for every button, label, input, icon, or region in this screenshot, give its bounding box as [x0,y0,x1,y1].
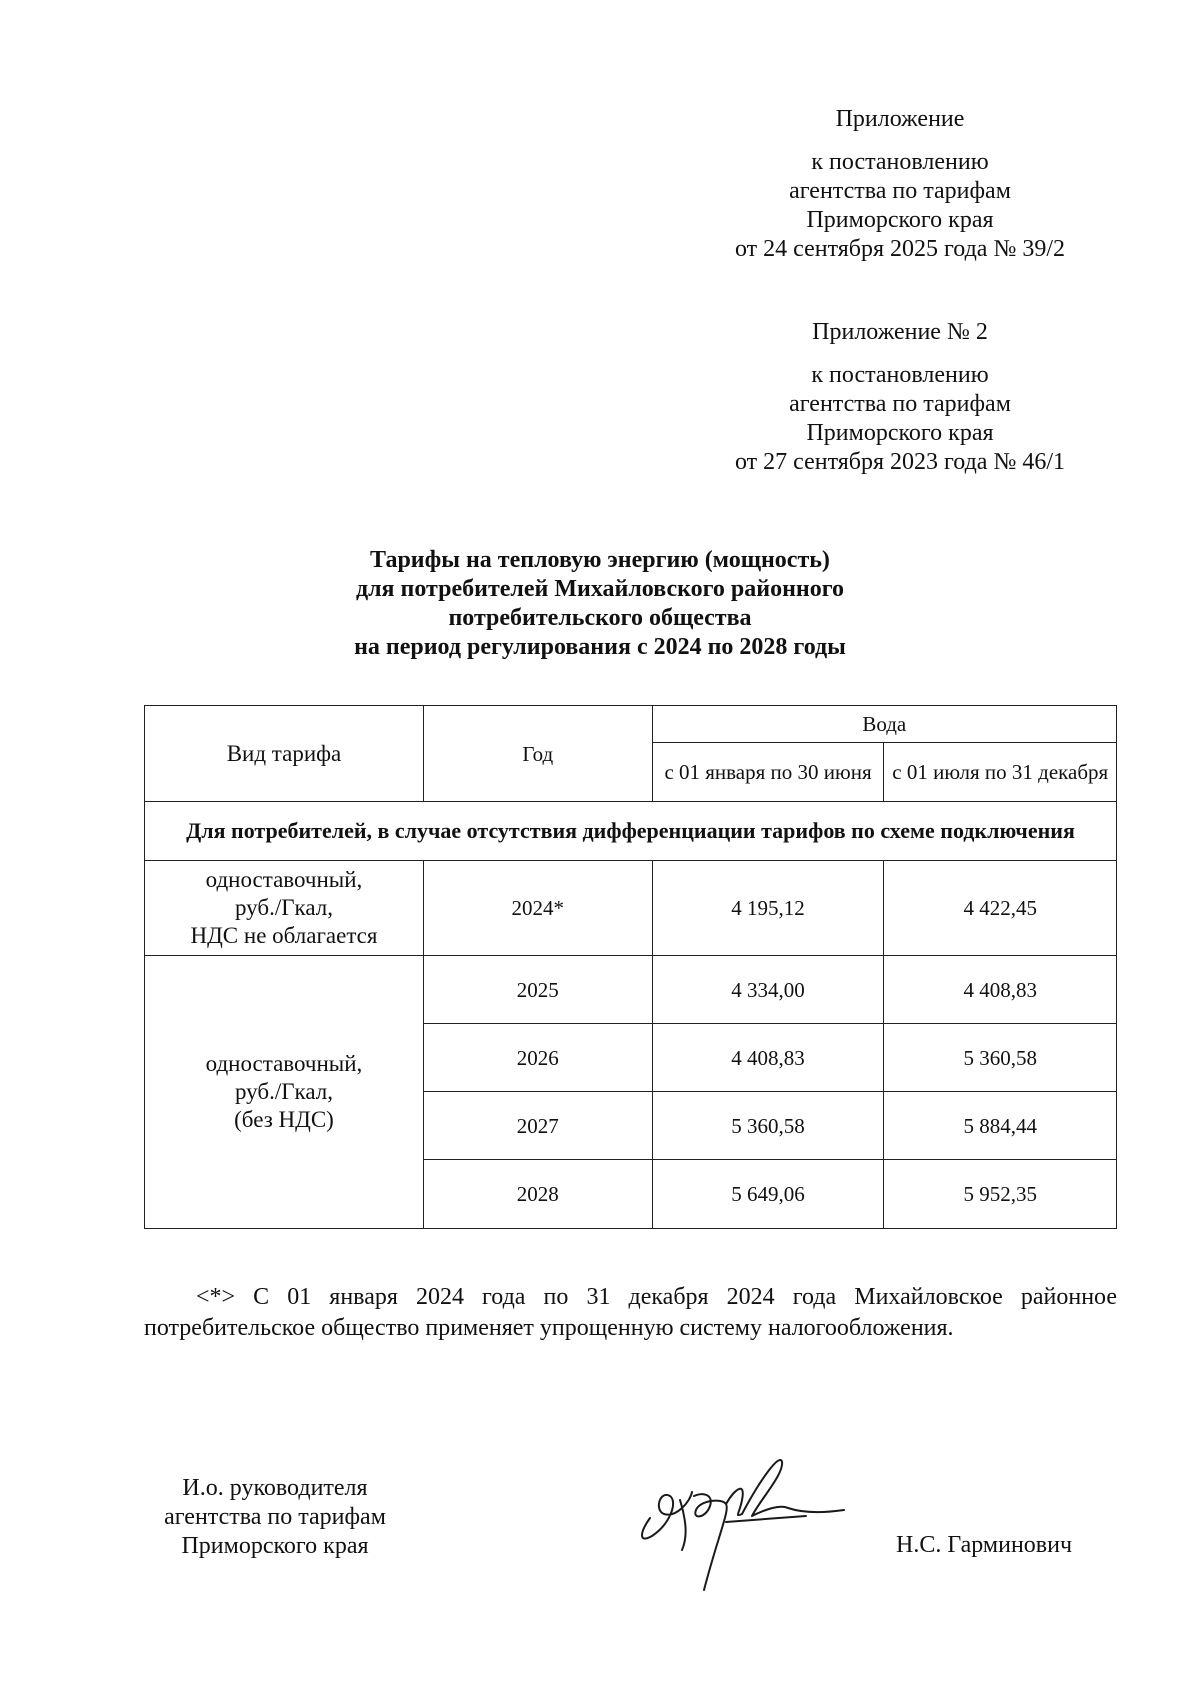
appendix-2-block [690,318,1110,477]
signatory-position [120,1474,430,1561]
appendix-2-date: от 27 сентября 2023 года № 46/1 [734,449,1066,475]
tariff-kind-cell [145,861,424,956]
year-cell: 2026 [423,1024,652,1092]
table-row [145,956,1117,1024]
appendix-1-line: к постановлению [811,149,989,175]
year-cell: 2028 [423,1160,652,1229]
tariff-kind-cell [145,956,424,1229]
tariff-kind-line: руб./Гкал, [234,895,333,920]
appendix-2-line: к постановлению [811,362,989,388]
tariff-kind-line: одноставочный, [205,867,363,892]
year-cell: 2024* [423,861,652,956]
tariff-h1-cell: 4 195,12 [652,861,884,956]
appendix-1-line: Приморского края [806,207,994,233]
signatory-position-line: Приморского края [181,1533,369,1559]
title-line: потребительского общества [448,605,752,631]
tariff-h1-cell: 4 408,83 [652,1024,884,1092]
tariff-h2-cell: 5 360,58 [884,1024,1117,1092]
header-year: Год [423,706,652,802]
year-cell: 2025 [423,956,652,1024]
tariff-kind-line: одноставочный, [205,1051,363,1076]
title-line: Тарифы на тепловую энергию (мощность) [370,547,830,573]
signatory-position-line: И.о. руководителя [182,1475,368,1501]
table-row [145,861,1117,956]
signatory-name: Н.С. Гарминович [896,1532,1073,1558]
header-kind: Вид тарифа [145,706,424,802]
appendix-2-line: Приморского края [806,420,994,446]
year-cell: 2027 [423,1092,652,1160]
appendix-2-heading: Приложение № 2 [812,319,988,345]
appendix-2-line: агентства по тарифам [789,391,1011,417]
tariff-kind-line: НДС не облагается [190,923,378,948]
header-group-water: Вода [652,706,1116,743]
tariff-h2-cell: 4 422,45 [884,861,1117,956]
document-title [0,546,1200,662]
signatory-position-line: агентства по тарифам [164,1504,386,1530]
tariff-kind-line: (без НДС) [234,1107,334,1132]
appendix-1-block [690,105,1110,264]
footnote: <*> С 01 января 2024 года по 31 декабря 2024 года Михайловское районное потребительское общество применяет упрощенную систему налогообложения. [144,1284,1117,1341]
header-period-2: с 01 июля по 31 декабря [884,743,1117,802]
title-line: для потребителей Михайловского районного [355,576,845,602]
tariff-table [144,705,1117,1229]
header-period-1: с 01 января по 30 июня [652,743,884,802]
appendix-1-date: от 24 сентября 2025 года № 39/2 [734,236,1066,262]
tariff-h2-cell: 5 884,44 [884,1092,1117,1160]
section-row [145,802,1117,861]
tariff-h2-cell: 5 952,35 [884,1160,1117,1229]
signature-icon [630,1440,860,1600]
tariff-h2-cell: 4 408,83 [884,956,1117,1024]
section-label: Для потребителей, в случае отсутствия дифференциации тарифов по схеме подключения [145,802,1117,861]
table-header-row [145,706,1117,743]
appendix-1-line: агентства по тарифам [789,178,1011,204]
tariff-h1-cell: 4 334,00 [652,956,884,1024]
tariff-h1-cell: 5 360,58 [652,1092,884,1160]
tariff-h1-cell: 5 649,06 [652,1160,884,1229]
appendix-1-heading: Приложение [835,106,965,132]
title-line: на период регулирования с 2024 по 2028 годы [354,634,846,660]
tariff-kind-line: руб./Гкал, [234,1079,333,1104]
